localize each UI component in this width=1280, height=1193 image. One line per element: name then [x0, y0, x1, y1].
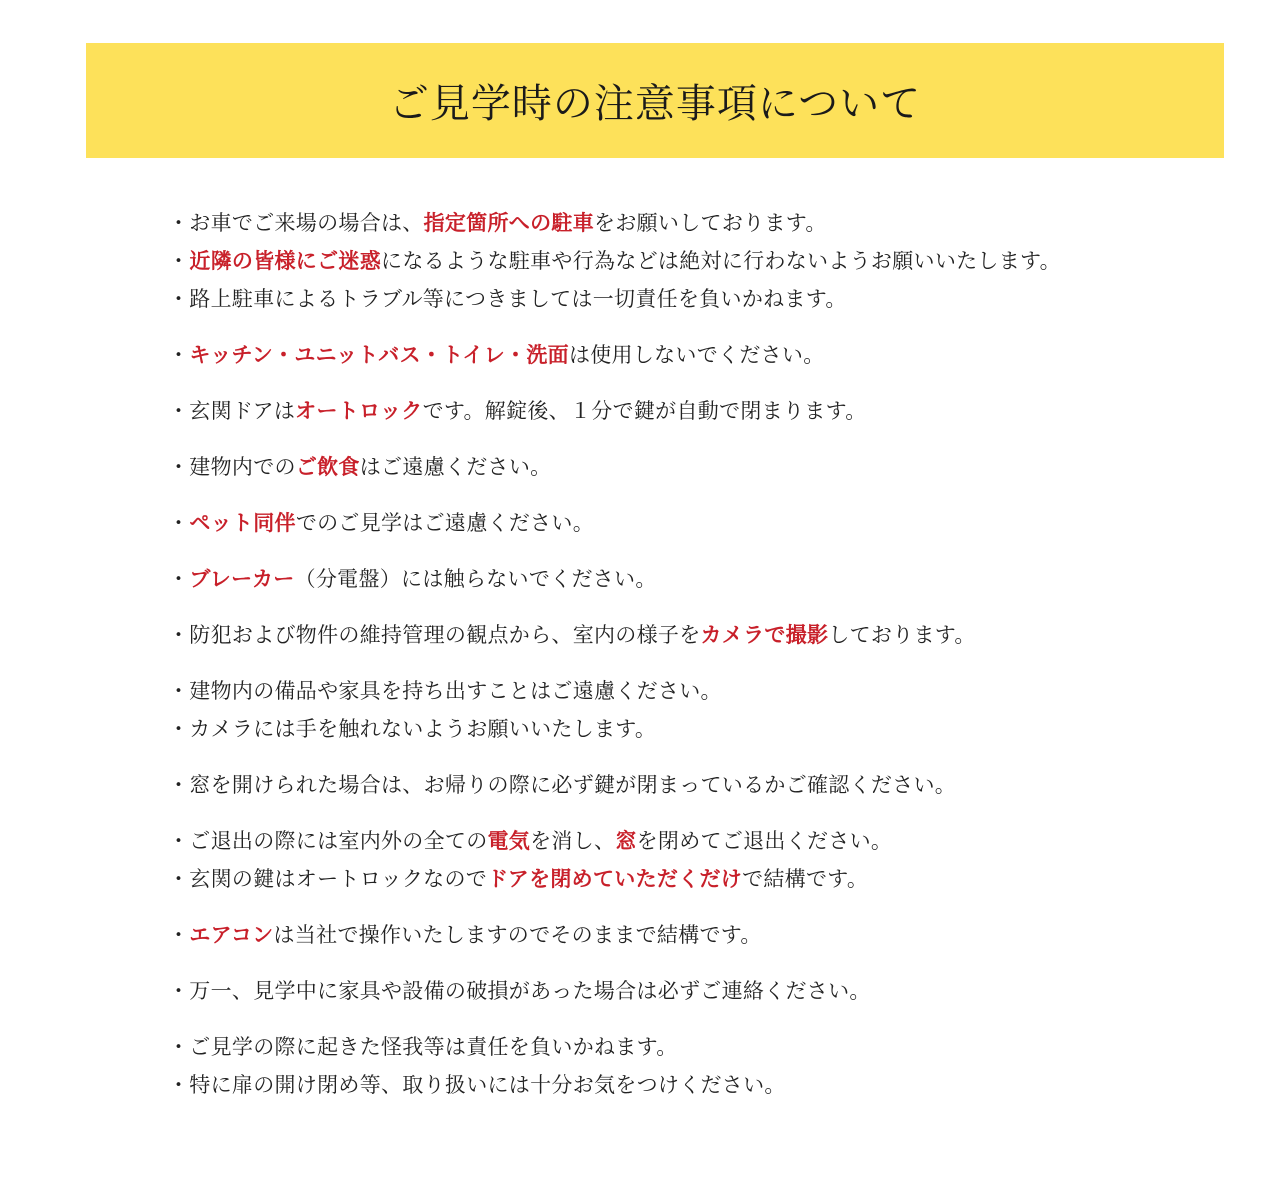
note-text: ・万一、見学中に家具や設備の破損があった場合は必ずご連絡ください。	[168, 979, 871, 1003]
note-text: ・玄関ドアは	[168, 399, 296, 423]
highlight-text: ご飲食	[295, 455, 360, 479]
note-text: しております。	[828, 623, 976, 647]
note-text: でのご見学はご遠慮ください。	[295, 511, 595, 535]
highlight-text: 近隣の皆様にご迷惑	[189, 249, 382, 273]
note-text: ・	[168, 511, 190, 535]
note-text: ・ご見学の際に起きた怪我等は責任を負いかねます。	[168, 1035, 678, 1059]
note-text: を閉めてご退出ください。	[636, 829, 893, 853]
note-text: です。解錠後、１分で鍵が自動で閉まります。	[422, 399, 867, 423]
note-group	[168, 766, 1268, 804]
note-text: は当社で操作いたしますのでそのままで結構です。	[273, 923, 762, 947]
note-text: を消し、	[530, 829, 616, 853]
note-text: は使用しないでください。	[568, 343, 825, 367]
note-text: になるような駐車や行為などは絶対に行わないようお願いいたします。	[381, 249, 1061, 273]
note-line	[168, 860, 1268, 898]
note-group	[168, 504, 1268, 542]
note-group	[168, 616, 1268, 654]
title-banner	[86, 43, 1224, 158]
note-line	[168, 448, 1268, 486]
note-text: ・建物内での	[168, 455, 296, 479]
note-line	[168, 916, 1268, 954]
note-text: ・路上駐車によるトラブル等につきましては一切責任を負いかねます。	[168, 287, 847, 311]
note-group	[168, 336, 1268, 374]
note-group	[168, 392, 1268, 430]
note-text: ・	[168, 249, 190, 273]
note-text: ・特に扉の開け閉め等、取り扱いには十分お気をつけください。	[168, 1073, 786, 1097]
note-text: ・	[168, 923, 190, 947]
note-line	[168, 204, 1268, 242]
note-line	[168, 280, 1268, 318]
note-group	[168, 204, 1268, 318]
note-group	[168, 560, 1268, 598]
note-text: をお願いしております。	[594, 211, 827, 235]
highlight-text: オートロック	[295, 399, 423, 423]
note-line	[168, 1066, 1268, 1104]
note-text: （分電盤）には触らないでください。	[294, 567, 657, 591]
note-text: ・	[168, 567, 190, 591]
note-group	[168, 916, 1268, 954]
highlight-text: エアコン	[189, 923, 274, 947]
note-line	[168, 766, 1268, 804]
highlight-text: キッチン・ユニットバス・トイレ・洗面	[189, 343, 569, 367]
highlight-text: 窓	[615, 829, 637, 853]
note-line	[168, 392, 1268, 430]
note-text: ・	[168, 343, 190, 367]
note-group	[168, 972, 1268, 1010]
note-text: で結構です。	[742, 867, 869, 891]
note-line	[168, 336, 1268, 374]
note-line	[168, 1028, 1268, 1066]
note-group	[168, 1028, 1268, 1104]
note-text: ・ご退出の際には室内外の全ての	[168, 829, 488, 853]
highlight-text: 電気	[487, 829, 531, 853]
note-text: ・カメラには手を触れないようお願いいたします。	[168, 717, 657, 741]
note-text: はご遠慮ください。	[359, 455, 552, 479]
highlight-text: ブレーカー	[189, 567, 295, 591]
note-group	[168, 822, 1268, 898]
note-text: ・窓を開けられた場合は、お帰りの際に必ず鍵が閉まっているかご確認ください。	[168, 773, 957, 797]
note-line	[168, 672, 1268, 710]
note-line	[168, 242, 1268, 280]
note-line	[168, 972, 1268, 1010]
note-line	[168, 504, 1268, 542]
note-line	[168, 822, 1268, 860]
highlight-text: ペット同伴	[189, 511, 296, 535]
highlight-text: 指定箇所への駐車	[423, 211, 595, 235]
note-text: ・防犯および物件の維持管理の観点から、室内の様子を	[168, 623, 701, 647]
note-line	[168, 560, 1268, 598]
note-text: ・建物内の備品や家具を持ち出すことはご遠慮ください。	[168, 679, 722, 703]
note-text: ・お車でご来場の場合は、	[168, 211, 424, 235]
note-group	[168, 672, 1268, 748]
note-line	[168, 616, 1268, 654]
highlight-text: カメラで撮影	[700, 623, 829, 647]
note-line	[168, 710, 1268, 748]
notes-list	[168, 204, 1268, 1122]
note-text: ・玄関の鍵はオートロックなので	[168, 867, 488, 891]
highlight-text: ドアを閉めていただくだけ	[487, 867, 743, 891]
note-group	[168, 448, 1268, 486]
page-title: ご見学時の注意事項について	[388, 81, 922, 127]
